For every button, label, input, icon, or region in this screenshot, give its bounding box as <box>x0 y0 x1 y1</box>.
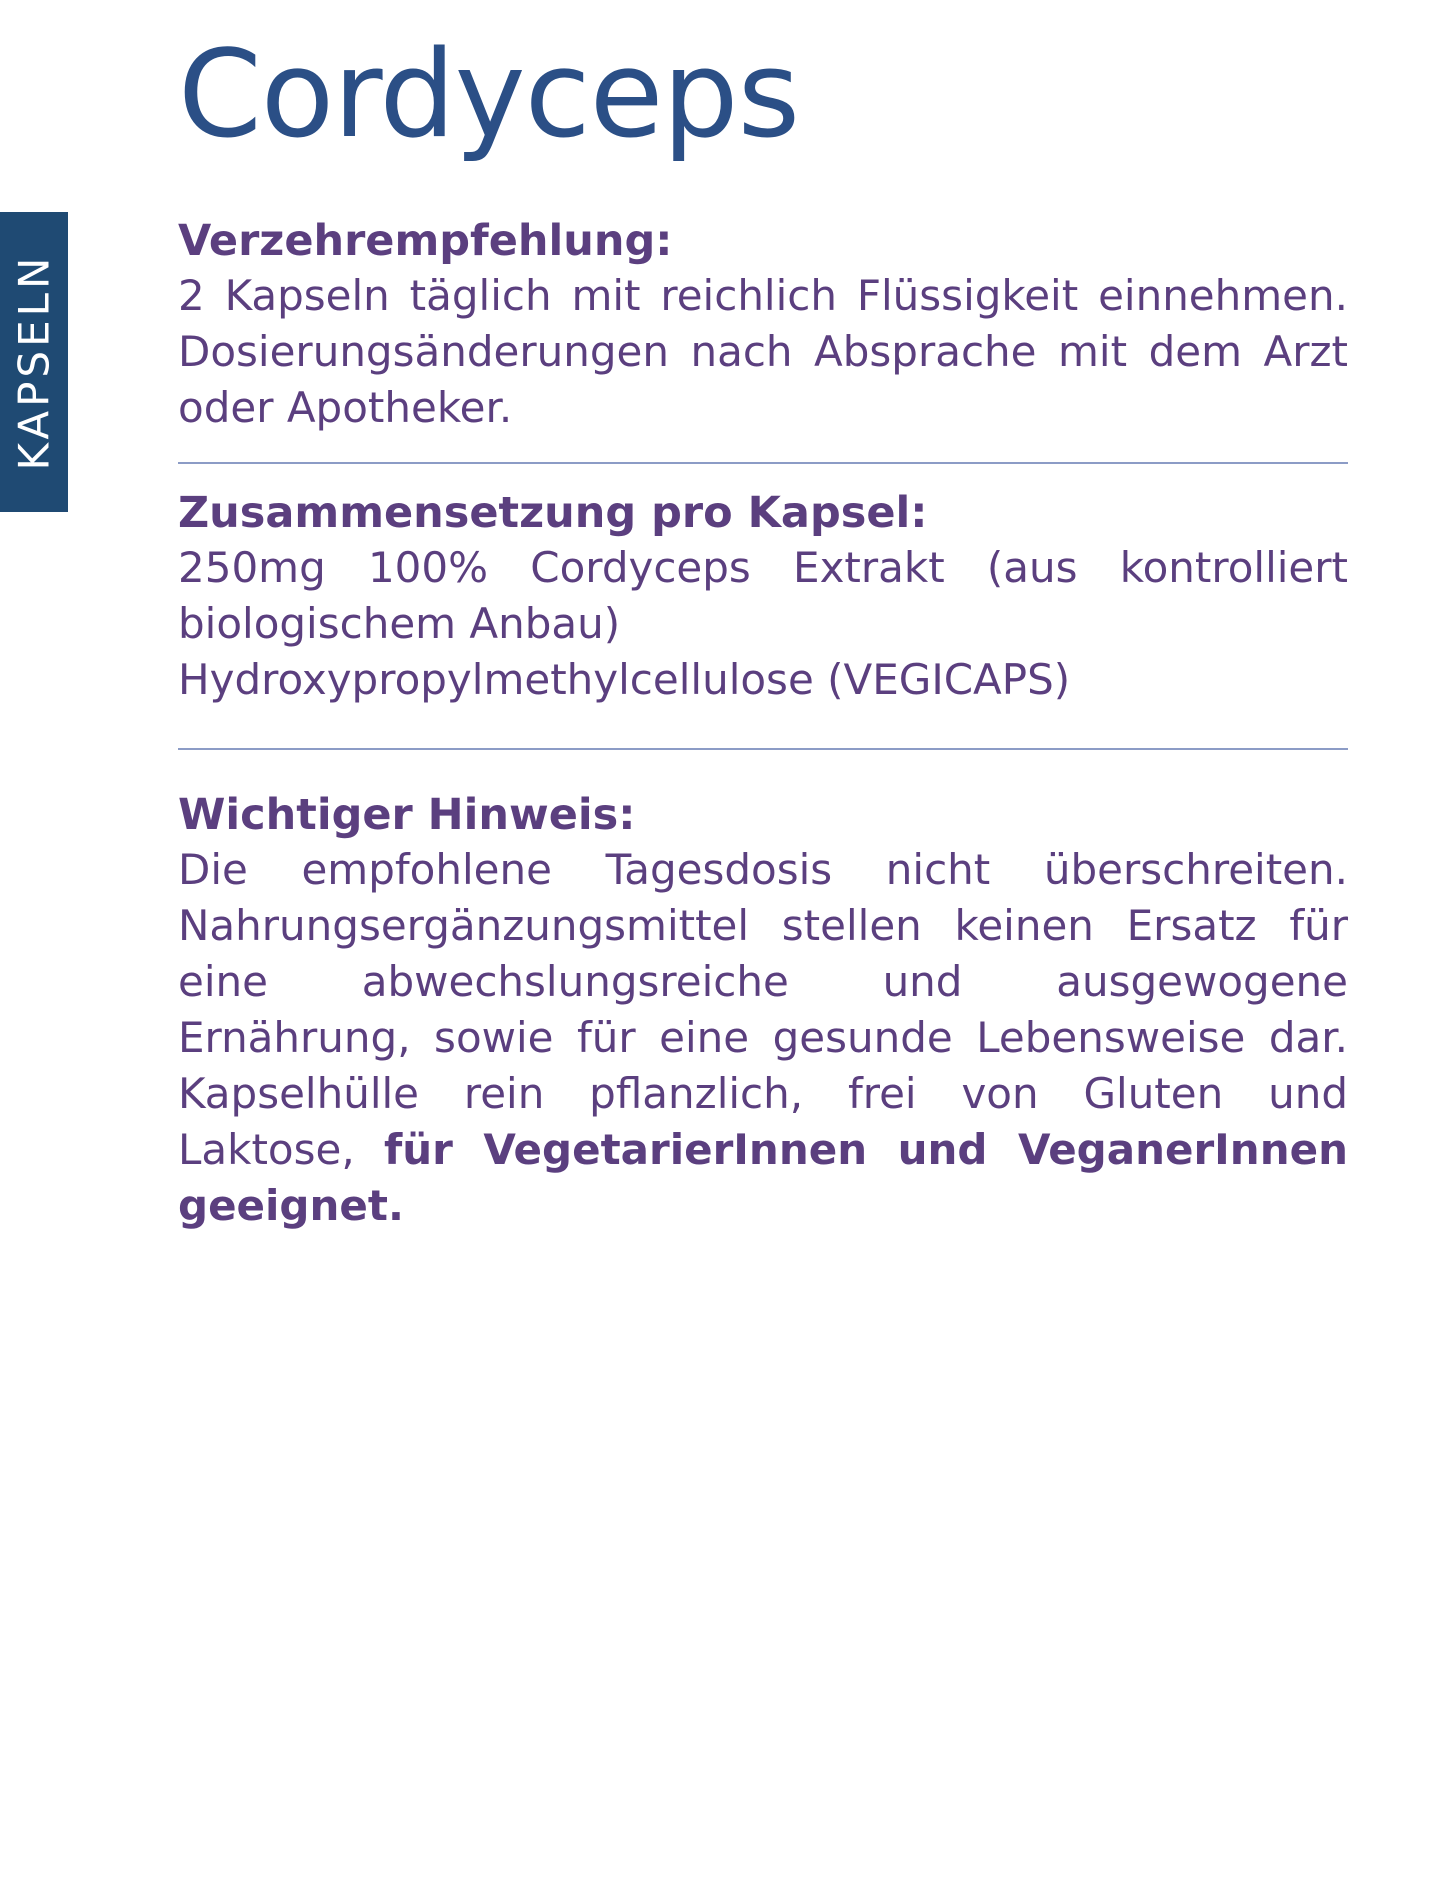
dosage-section <box>178 214 1348 436</box>
composition-section <box>178 486 1348 708</box>
side-tab <box>0 212 68 512</box>
label-content <box>178 26 1348 1234</box>
side-tab-label: KAPSELN <box>9 253 59 471</box>
notice-text <box>178 842 1348 1234</box>
product-title: Cordyceps <box>178 26 800 165</box>
composition-line-capsule: Hydroxypropylmethylcellulose (VEGICAPS) <box>178 655 1071 704</box>
notice-section <box>178 788 1348 1234</box>
composition-heading: Zusammensetzung pro Kapsel: <box>178 488 928 538</box>
notice-heading: Wichtiger Hinweis: <box>178 790 636 840</box>
section-divider <box>178 462 1348 464</box>
notice-text-regular: Die empfohlene Tagesdosis nicht überschreiten. Nahrungsergänzungsmittel stellen keinen Ersatz für eine abwechslungsreiche und ausgewogene Ernährung, sowie für eine gesunde Lebensweise dar. Kapselhülle rein pflanzlich, frei von Gluten und Laktose, <box>178 845 1348 1174</box>
dosage-text: 2 Kapseln täglich mit reichlich Flüssigkeit einnehmen. Dosierungsänderungen nach Absprache mit dem Arzt oder Apotheker. <box>178 271 1348 432</box>
notice-text-bold: für VegetarierInnen und VeganerInnen geeignet. <box>178 1125 1348 1230</box>
composition-line-extract: 250mg 100% Cordyceps Extrakt (aus kontrolliert biologischem Anbau) <box>178 543 1348 648</box>
section-divider <box>178 748 1348 750</box>
dosage-heading: Verzehrempfehlung: <box>178 216 673 266</box>
